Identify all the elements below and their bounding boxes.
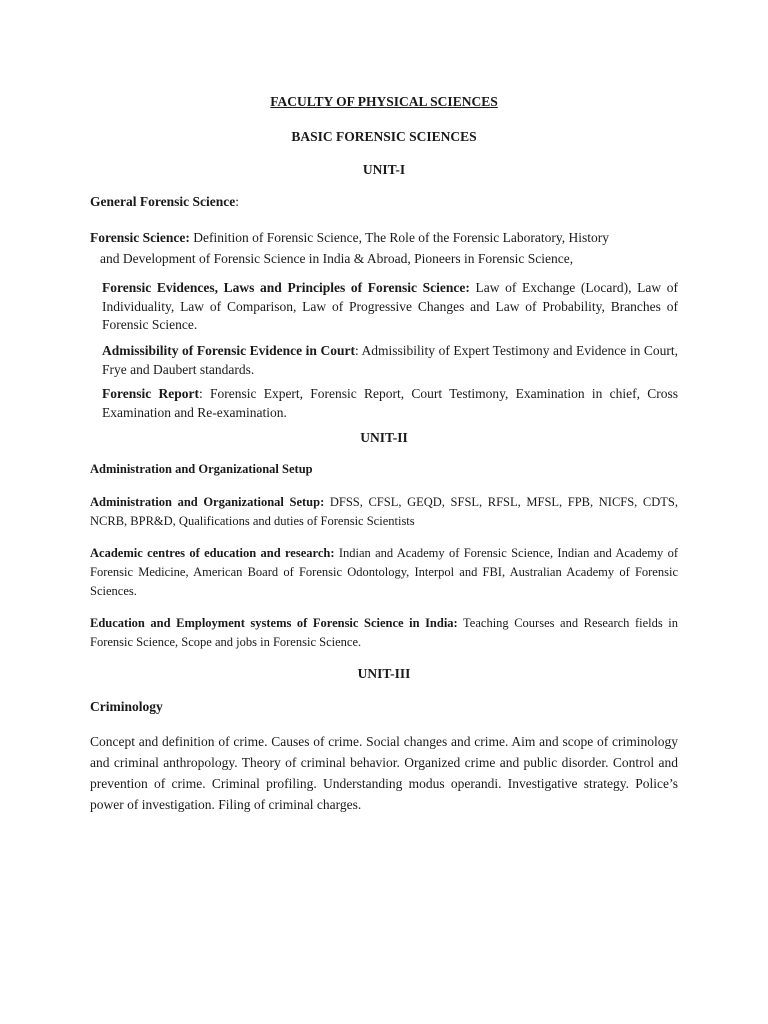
administration-setup-paragraph — [90, 493, 678, 531]
general-heading-text: General Forensic Science — [90, 194, 236, 209]
unit-2-title: UNIT-II — [360, 430, 408, 445]
unit-1-title: UNIT-I — [362, 162, 406, 177]
forensic-science-paragraph — [90, 227, 678, 269]
admissibility-paragraph — [102, 342, 678, 379]
education-employment-text: Teaching Courses and Research fields in Forensic Science, Scope and jobs in Forensic Science. — [90, 616, 679, 649]
forensic-science-text-rest: and Development of Forensic Science in India & Abroad, Pioneers in Forensic Science, — [100, 251, 574, 266]
administration-setup-text: DFSS, CFSL, GEQD, SFSL, RFSL, MFSL, FPB, NICFS, CDTS, NCRB, BPR&D, Qualifications and duties of Forensic Scientists — [90, 495, 679, 528]
forensic-report-text: : Forensic Expert, Forensic Report, Court Testimony, Examination in chief, Cross Examination and Re-examination. — [102, 386, 678, 420]
forensic-evidences-text: Law of Exchange (Locard), Law of Individuality, Law of Comparison, Law of Progressive Changes and Law of Probability, Branches of Forensic Science. — [102, 280, 678, 332]
unit-3-title: UNIT-III — [357, 666, 411, 681]
admissibility-text: : Admissibility of Expert Testimony and Evidence in Court, Frye and Daubert standards. — [102, 343, 678, 377]
course-title: BASIC FORENSIC SCIENCES — [291, 129, 477, 144]
admissibility-label: Admissibility of Forensic Evidence in Court — [102, 343, 355, 358]
forensic-evidences-paragraph — [102, 279, 678, 335]
academic-centres-text: Indian and Academy of Forensic Science, Indian and Academy of Forensic Medicine, American Board of Forensic Odontology, Interpol and FBI, Australian Academy of Forensic Sciences. — [90, 546, 678, 598]
general-heading-colon: : — [235, 194, 239, 209]
faculty-title: FACULTY OF PHYSICAL SCIENCES — [270, 94, 498, 109]
forensic-report-label: Forensic Report — [102, 386, 199, 401]
forensic-science-text-line1: Definition of Forensic Science, The Role of the Forensic Laboratory, History — [189, 230, 610, 245]
forensic-evidences-label: Forensic Evidences, Laws and Principles of Forensic Science: — [102, 280, 470, 295]
administration-heading: Administration and Organizational Setup — [90, 462, 313, 476]
forensic-science-label: Forensic Science: — [90, 230, 190, 245]
general-forensic-science-heading — [90, 194, 239, 210]
forensic-report-paragraph — [102, 385, 678, 422]
criminology-paragraph: Concept and definition of crime. Causes of crime. Social changes and crime. Aim and scope of criminology and criminal anthropology. Theory of criminal behavior. Organized crime and public disorder. Control and prevention of crime. Criminal profiling. Understanding modus operandi. Investigative strategy. Police’s power of investigation. Filing of criminal charges. — [90, 734, 678, 812]
administration-setup-label: Administration and Organizational Setup: — [90, 495, 325, 509]
academic-centres-paragraph — [90, 544, 678, 601]
education-employment-paragraph — [90, 614, 678, 652]
criminology-heading: Criminology — [90, 699, 163, 714]
education-employment-label: Education and Employment systems of Forensic Science in India: — [90, 616, 458, 630]
academic-centres-label: Academic centres of education and research: — [90, 546, 335, 560]
